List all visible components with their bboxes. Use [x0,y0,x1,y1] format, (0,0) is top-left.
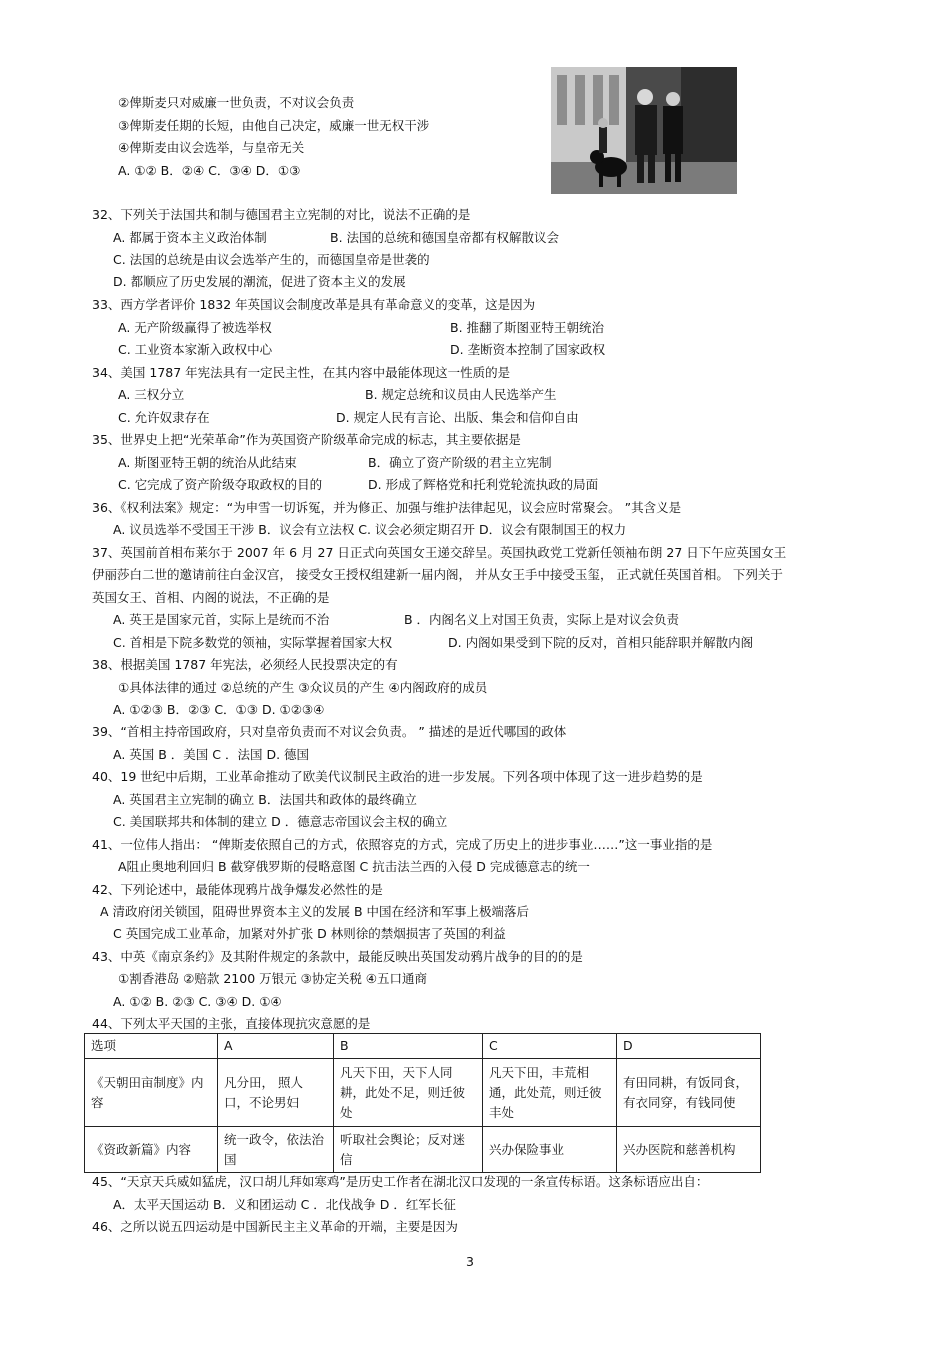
question-35: 35、世界史上把“光荣革命”作为英国资产阶级革命完成的标志，其主要依据是 [92,432,521,447]
question-32: 32、下列关于法国共和制与德国君主立宪制的对比，说法不正确的是 [92,207,471,222]
choices-row: A阻止奥地利回归 B 截穿俄罗斯的侵略意图 C 抗击法兰西的入侵 D 完成德意志的统一 [118,859,590,874]
table-header-cell: C [483,1034,617,1059]
table-cell: 凡分田， 照人口，不论男妇 [218,1059,334,1127]
question-40: 40、19 世纪中后期，工业革命推动了欧美代议制民主政治的进一步发展。下列各项中体现了这一进步趋势的是 [92,769,703,784]
question-36: 36、《权利法案》规定：“为申雪一切诉冤，并为修正、加强与维护法律起见，议会应时常聚会。 ”其含义是 [92,500,682,515]
table-row [85,1059,761,1127]
choice: D. 内阁如果受到下院的反对，首相只能辞职并解散内阁 [448,635,754,650]
question-34: 34、美国 1787 年宪法具有一定民主性，在其内容中最能体现这一性质的是 [92,365,511,380]
question-37-cont: 伊丽莎白二世的邀请前往白金汉宫， 接受女王授权组建新一届内阁， 并从女王手中接受玉玺， 正式就任英国首相。 下列关于 [92,567,783,582]
choices-row: A 清政府闭关锁国，阻碍世界资本主义的发展 B 中国在经济和军事上极端落后 [100,904,530,919]
table-cell: 兴办医院和慈善机构 [617,1127,761,1173]
question-37: 37、英国前首相布莱尔于 2007 年 6 月 27 日正式向英国女王递交辞呈。英国执政党工党新任领袖布朗 27 日下午应英国女王 [92,545,787,560]
choice: B．确立了资产阶级的君主立宪制 [368,455,552,470]
question-46: 46、之所以说五四运动是中国新民主主义革命的开端，主要是因为 [92,1219,458,1234]
choice: B. 推翻了斯图亚特王朝统治 [450,320,605,335]
choice: C. 法国的总统是由议会选举产生的，而德国皇帝是世袭的 [113,252,430,267]
question-42: 42、下列论述中，最能体现鸦片战争爆发必然性的是 [92,882,383,897]
choice: B. 法国的总统和德国皇帝都有权解散议会 [330,230,560,245]
option-text: ①具体法律的通过 ②总统的产生 ③众议员的产生 ④内阁政府的成员 [118,680,488,695]
choice: C. 允许奴隶存在 [118,410,210,425]
choices-row: A. ①② B. ②③ C. ③④ D. ①④ [113,994,282,1009]
choice: D. 垄断资本控制了国家政权 [450,342,606,357]
choice: A. 无产阶级赢得了被选举权 [118,320,272,335]
table-cell: 凡天下田，天下人同耕，此处不足，则迁彼处 [334,1059,483,1127]
table-cell: 兴办保险事业 [483,1127,617,1173]
table-cell: 《天朝田亩制度》内容 [85,1059,218,1127]
choice: A. 都属于资本主义政治体制 [113,230,267,245]
table-cell: 有田同耕，有饭同食，有衣同穿，有钱同使 [617,1059,761,1127]
question-37-cont: 英国女王、首相、内阁的说法，不正确的是 [92,590,330,605]
table-header-cell: B [334,1034,483,1059]
choices-row: A. ①②③ B．②③ C．①③ D. ①②③④ [113,702,325,717]
choices-row: C 英国完成工业革命，加紧对外扩张 D 林则徐的禁烟损害了英国的利益 [113,926,506,941]
table-cell: 《资政新篇》内容 [85,1127,218,1173]
table-header-cell: A [218,1034,334,1059]
q44-table [84,1033,761,1173]
choice: A. 斯图亚特王朝的统治从此结束 [118,455,297,470]
answer-choices: A. ①② B．②④ C．③④ D．①③ [118,163,301,178]
choices-row: A. 英国君主立宪制的确立 B．法国共和政体的最终确立 [113,792,417,807]
question-39: 39、“首相主持帝国政府，只对皇帝负责而不对议会负责。 ” 描述的是近代哪国的政体 [92,724,567,739]
question-38: 38、根据美国 1787 年宪法，必须经人民投票决定的有 [92,657,398,672]
question-44: 44、下列太平天国的主张，直接体现抗灾意愿的是 [92,1016,371,1031]
choices-row: A．太平天国运动 B．义和团运动 C ．北伐战争 D ．红军长征 [113,1197,456,1212]
choice: D. 规定人民有言论、出版、集会和信仰自由 [336,410,579,425]
option-text: ④俾斯麦由议会选举，与皇帝无关 [118,140,305,155]
choice: A. 三权分立 [118,387,185,402]
choice: C. 它完成了资产阶级夺取政权的目的 [118,477,323,492]
choice: B ．内阁名义上对国王负责，实际上是对议会负责 [404,612,680,627]
choice: A. 英王是国家元首，实际上是统而不治 [113,612,330,627]
table-cell: 凡天下田，丰荒相通，此处荒，则迁彼丰处 [483,1059,617,1127]
historical-photo [551,67,737,194]
table-row [85,1034,761,1059]
choices-row: A. 议员选举不受国王干涉 B．议会有立法权 C. 议会必须定期召开 D．议会有限制国王的权力 [113,522,627,537]
table-header-cell: D [617,1034,761,1059]
option-text: ①割香港岛 ②赔款 2100 万银元 ③协定关税 ④五口通商 [118,971,428,986]
question-43: 43、中英《南京条约》及其附件规定的条款中，最能反映出英国发动鸦片战争的目的的是 [92,949,583,964]
table-cell: 听取社会舆论；反对迷信 [334,1127,483,1173]
option-text: ②俾斯麦只对威廉一世负责，不对议会负责 [118,95,355,110]
choice: C. 首相是下院多数党的领袖，实际掌握着国家大权 [113,635,393,650]
table-row [85,1127,761,1173]
choices-row: A. 英国 B ．美国 C ．法国 D. 德国 [113,747,310,762]
question-45: 45、“天京天兵威如猛虎，汉口胡儿拜如寒鸡”是历史工作者在湖北汉口发现的一条宣传标语。这条标语应出自： [92,1174,709,1189]
choices-row: C. 美国联邦共和体制的建立 D ．德意志帝国议会主权的确立 [113,814,448,829]
table-header-cell: 选项 [85,1034,218,1059]
choice: B. 规定总统和议员由人民选举产生 [365,387,557,402]
choice: C. 工业资本家渐入政权中心 [118,342,273,357]
table-cell: 统一政令，依法治国 [218,1127,334,1173]
choice: D. 都顺应了历史发展的潮流，促进了资本主义的发展 [113,274,406,289]
question-41: 41、一位伟人指出： “俾斯麦依照自己的方式，依照容克的方式，完成了历史上的进步事业……”这一事业指的是 [92,837,713,852]
page-number: 3 [466,1254,474,1269]
question-33: 33、西方学者评价 1832 年英国议会制度改革是具有革命意义的变革，这是因为 [92,297,536,312]
choice: D. 形成了辉格党和托利党轮流执政的局面 [368,477,599,492]
option-text: ③俾斯麦任期的长短，由他自己决定，威廉一世无权干涉 [118,118,430,133]
